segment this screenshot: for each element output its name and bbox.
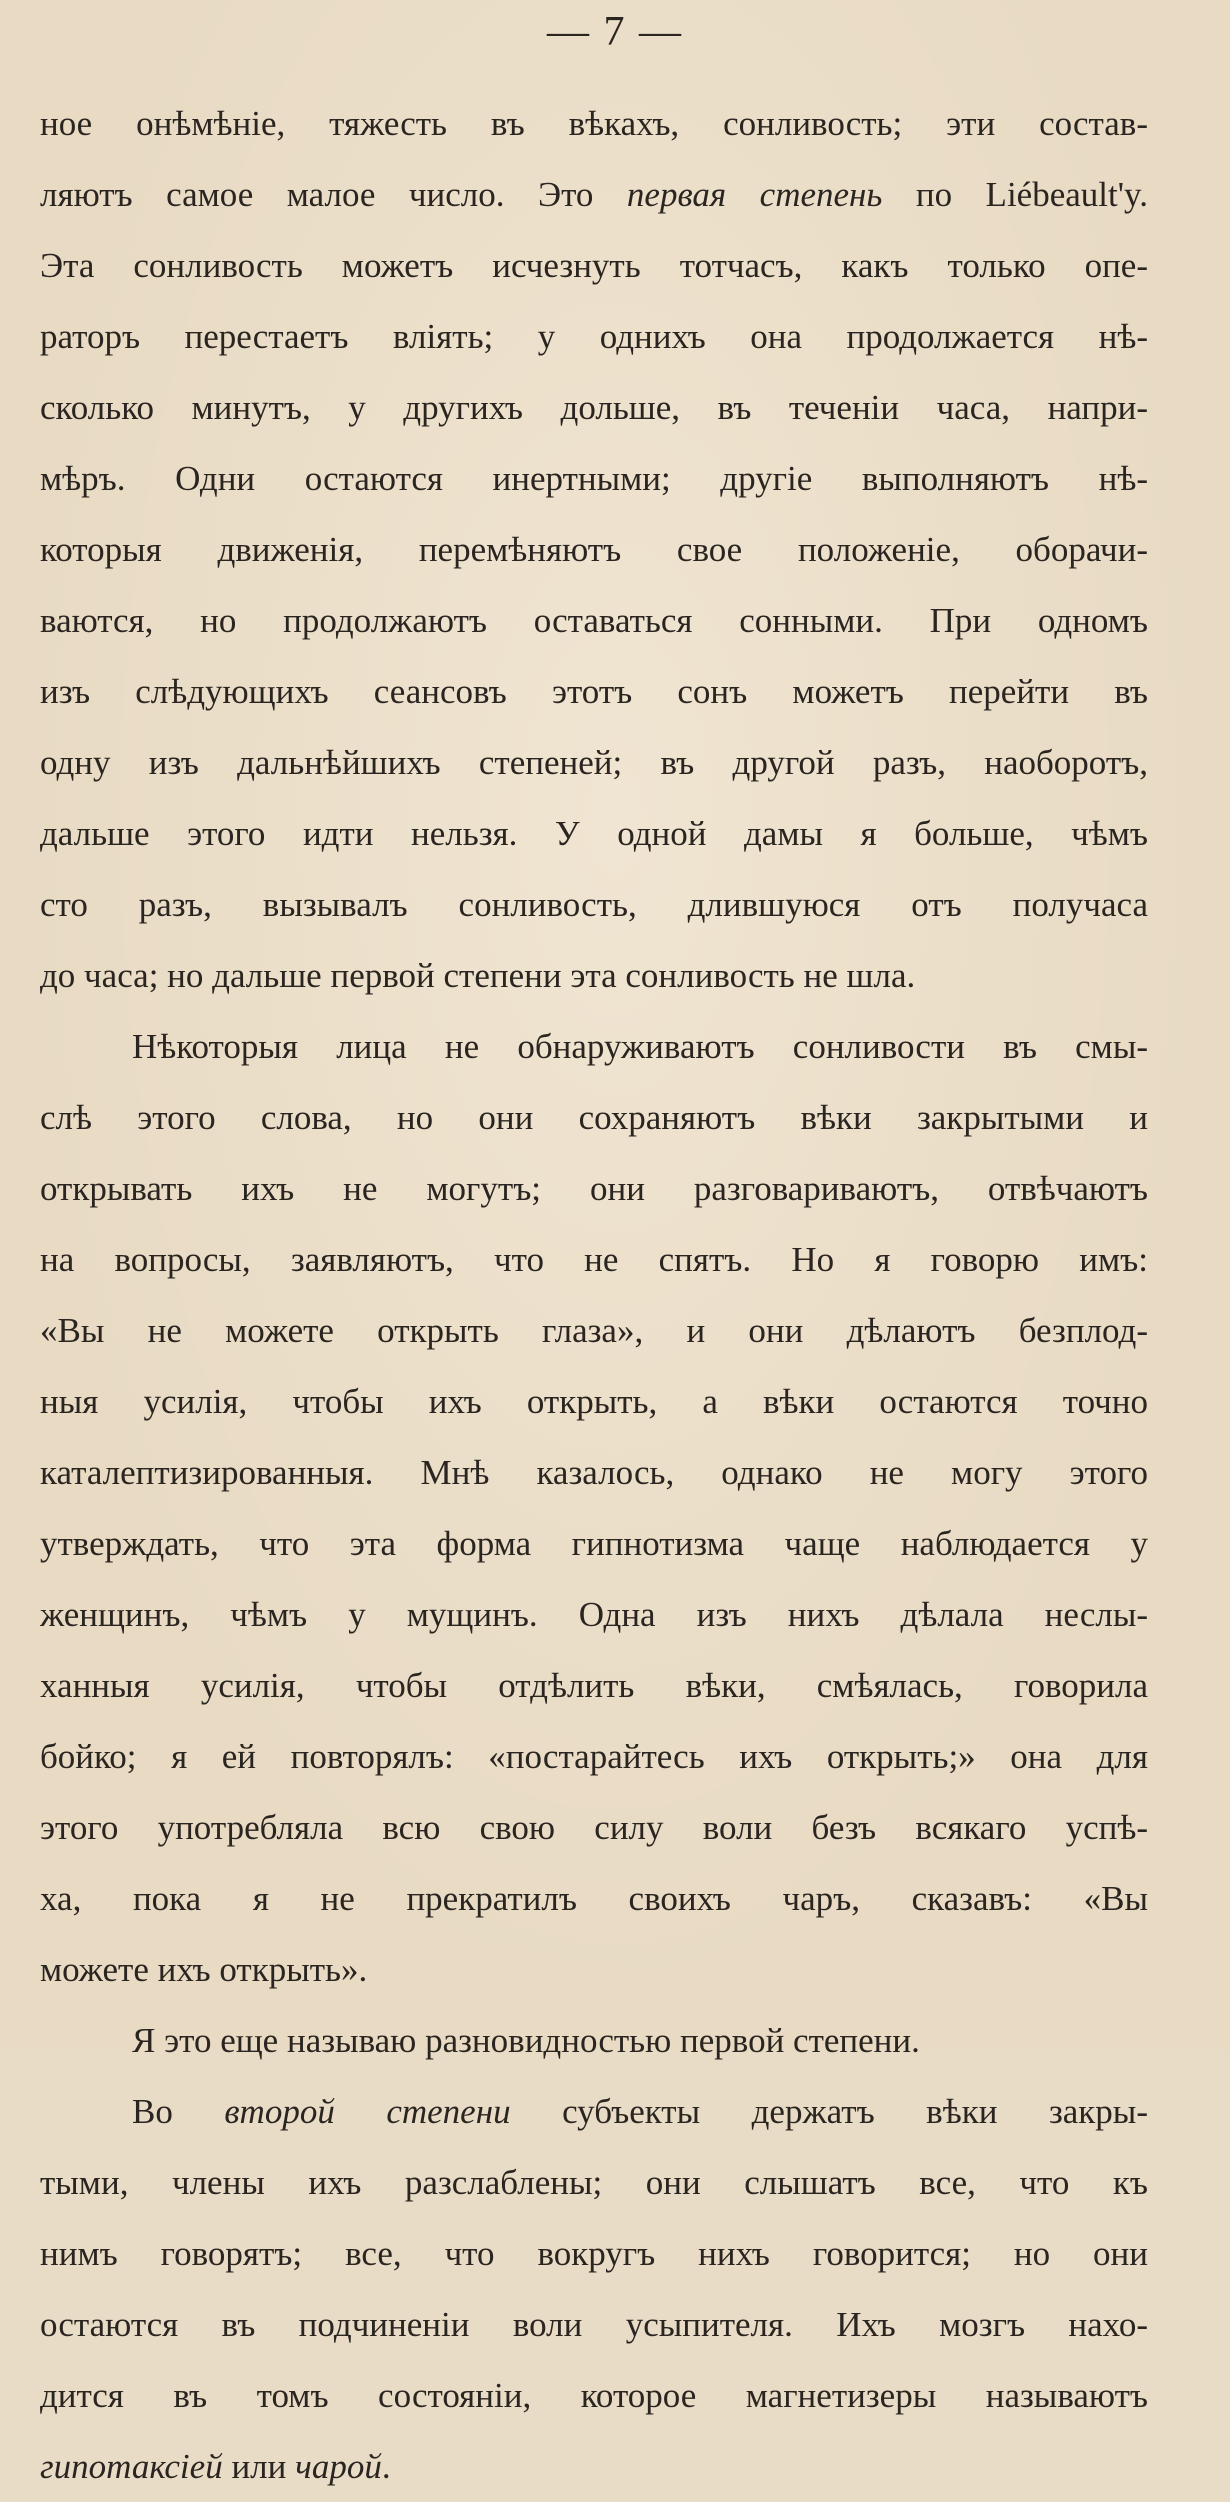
text-segment: «Вы не можете открыть глаза», и они дѣлаютъ безплод- (40, 1311, 1148, 1350)
text-segment: на вопросы, заявляютъ, что не спятъ. Но я говорю имъ: (40, 1240, 1148, 1279)
text-line (40, 372, 1148, 443)
text-segment: Я это еще называю разновидностью первой степени. (132, 2021, 920, 2060)
text-segment: открывать ихъ не могутъ; они разговариваютъ, отвѣчаютъ (40, 1169, 1148, 1208)
text-segment: Нѣкоторыя лица не обнаруживаютъ сонливости въ смы- (132, 1027, 1148, 1066)
text-segment: тыми, члены ихъ разслаблены; они слышатъ все, что къ (40, 2163, 1148, 2202)
text-segment: раторъ перестаетъ вліять; у однихъ она продолжается нѣ- (40, 317, 1148, 356)
text-segment: до часа; но дальше первой степени эта сонливость не шла. (40, 956, 916, 995)
text-segment: каталептизированныя. Мнѣ казалось, однако не могу этого (40, 1453, 1148, 1492)
italic-text: гипотаксіей (40, 2447, 223, 2486)
text-line (40, 727, 1148, 798)
text-segment: ныя усилія, чтобы ихъ открыть, а вѣки остаются точно (40, 1382, 1148, 1421)
text-segment: ваются, но продолжаютъ оставаться сонными. При одномъ (40, 601, 1148, 640)
body-text (40, 88, 1148, 2502)
text-line (40, 656, 1148, 727)
text-line (40, 1295, 1148, 1366)
italic-text: первая степень (626, 175, 883, 214)
text-line (40, 1934, 1148, 2005)
text-line (40, 1650, 1148, 1721)
text-segment: нимъ говорятъ; все, что вокругъ нихъ говорится; но они (40, 2234, 1148, 2273)
text-segment: одну изъ дальнѣйшихъ степеней; въ другой разъ, наоборотъ, (40, 743, 1148, 782)
text-line (40, 88, 1148, 159)
text-segment: женщинъ, чѣмъ у мущинъ. Одна изъ нихъ дѣлала неслы- (40, 1595, 1148, 1634)
text-segment: ха, пока я не прекратилъ своихъ чаръ, сказавъ: «Вы (40, 1879, 1148, 1918)
text-segment: бойко; я ей повторялъ: «постарайтесь ихъ открыть;» она для (40, 1737, 1148, 1776)
text-segment: дальше этого идти нельзя. У одной дамы я больше, чѣмъ (40, 814, 1148, 853)
text-segment: изъ слѣдующихъ сеансовъ этотъ сонъ можетъ перейти въ (40, 672, 1148, 711)
text-line (40, 1366, 1148, 1437)
text-segment: утверждать, что эта форма гипнотизма чаще наблюдается у (40, 1524, 1148, 1563)
text-line (40, 585, 1148, 656)
text-line (40, 1082, 1148, 1153)
text-line (40, 1437, 1148, 1508)
text-segment: дится въ томъ состояніи, которое магнетизеры называютъ (40, 2376, 1148, 2415)
text-line (40, 159, 1148, 230)
text-line (40, 2289, 1148, 2360)
text-line (40, 1011, 1148, 1082)
text-segment: этого употребляла всю свою силу воли безъ всякаго успѣ- (40, 1808, 1148, 1847)
text-segment: или (222, 2447, 296, 2486)
text-line (40, 2147, 1148, 2218)
text-line (40, 869, 1148, 940)
text-line (40, 1863, 1148, 1934)
text-line (40, 230, 1148, 301)
text-line (40, 1721, 1148, 1792)
text-line (40, 2218, 1148, 2289)
page-number: — 7 — (547, 9, 683, 55)
text-segment: по Liébeault'y. (882, 175, 1148, 214)
text-line (40, 798, 1148, 869)
text-segment: Во (132, 2092, 225, 2131)
text-segment: остаются въ подчиненіи воли усыпителя. Ихъ мозгъ нахо- (40, 2305, 1148, 2344)
text-line (40, 514, 1148, 585)
text-line (40, 443, 1148, 514)
text-line (40, 940, 1148, 1011)
text-line (40, 1153, 1148, 1224)
text-line (40, 301, 1148, 372)
text-line (40, 1508, 1148, 1579)
text-line (40, 1792, 1148, 1863)
text-segment: можете ихъ открыть». (40, 1950, 368, 1989)
text-segment: мѣръ. Одни остаются инертными; другіе выполняютъ нѣ- (40, 459, 1148, 498)
text-segment: сто разъ, вызывалъ сонливость, длившуюся отъ получаса (40, 885, 1148, 924)
text-segment: . (381, 2447, 391, 2486)
text-line (40, 2076, 1148, 2147)
text-segment: ханныя усилія, чтобы отдѣлить вѣки, смѣялась, говорила (40, 1666, 1148, 1705)
text-line (40, 1579, 1148, 1650)
text-line (40, 2005, 1148, 2076)
text-line (40, 1224, 1148, 1295)
text-segment: ное онѣмѣніе, тяжесть въ вѣкахъ, сонливость; эти состав- (40, 104, 1148, 143)
text-segment: субъекты держатъ вѣки закры- (510, 2092, 1148, 2131)
text-segment: сколько минутъ, у другихъ дольше, въ теченіи часа, напри- (40, 388, 1148, 427)
text-line (40, 2360, 1148, 2431)
text-segment: слѣ этого слова, но они сохраняютъ вѣки закрытыми и (40, 1098, 1148, 1137)
text-segment: Эта сонливость можетъ исчезнуть тотчасъ, какъ только опе- (40, 246, 1148, 285)
text-line (40, 2431, 1148, 2502)
italic-text: чарой (295, 2447, 382, 2486)
italic-text: второй степени (224, 2092, 511, 2131)
text-segment: ляютъ самое малое число. Это (40, 175, 627, 214)
text-segment: которыя движенія, перемѣняютъ свое положеніе, оборачи- (40, 530, 1148, 569)
